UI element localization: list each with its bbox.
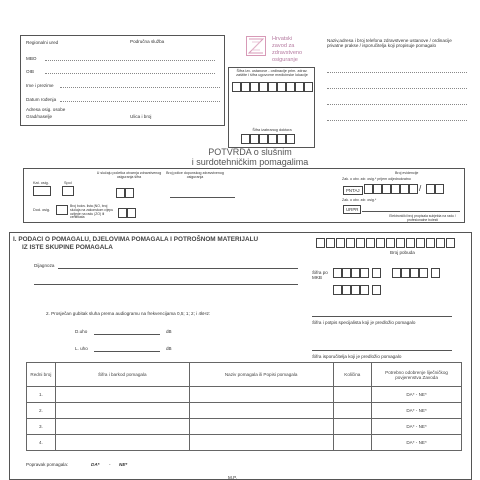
row-name[interactable] xyxy=(189,419,333,435)
provider-label: Naziv,adresa i broj telefona zdravstvene ustanove / ordinacije privatne prakse / isporučitelja koji propisuje pomagalo xyxy=(327,38,452,48)
col-header-qty: Količina xyxy=(333,363,372,387)
dod-osig-label: Dod. osig. xyxy=(33,208,51,212)
regional-office-label: Regionalni ured xyxy=(26,40,59,45)
issuer-signature-line[interactable] xyxy=(312,350,452,351)
pnt-label: PNTAJ xyxy=(343,186,363,195)
document-title-2: i surdotehničkim pomagalima xyxy=(191,157,309,167)
dob-label: Datum rođenja xyxy=(26,97,57,102)
kat-osig-cell[interactable] xyxy=(33,186,51,196)
mbo-label: MBO xyxy=(26,56,37,61)
provider-line-4[interactable] xyxy=(327,120,467,121)
stamp-label: M.P. xyxy=(228,475,237,480)
diagnosis-label: Dijagnoza xyxy=(34,263,55,268)
reason-cell-2[interactable] xyxy=(125,188,134,198)
residence-label: Grad/naselje xyxy=(26,114,53,119)
oib-field[interactable] xyxy=(45,73,215,74)
col-header-approval: Potrebno odobrenje liječničkog povjerenstva Zavoda xyxy=(372,363,462,387)
doctor-code-label: Šifra izabranog doktora xyxy=(252,128,292,132)
urpr-field[interactable] xyxy=(362,211,460,212)
zak-label-2: Zak. o obv. zdr. osig.* xyxy=(342,198,377,202)
address-label: Adresa osig. osobe xyxy=(26,107,66,112)
right-ear-label: D.uho xyxy=(75,329,88,334)
year-cell-1[interactable] xyxy=(426,184,435,194)
provider-line-1[interactable] xyxy=(327,72,467,73)
row-qty[interactable] xyxy=(333,387,372,403)
row-num: 2. xyxy=(27,403,56,419)
section-one-heading-2: IZ ISTE SKUPINE POMAGALA xyxy=(22,244,113,251)
patient-info-box xyxy=(20,35,225,126)
provider-line-3[interactable] xyxy=(327,104,467,105)
insurance-no-field[interactable] xyxy=(170,197,235,198)
row-code[interactable] xyxy=(55,435,189,451)
table-row xyxy=(27,403,462,419)
signature-label: Elektronički broj propisala subjekta na radu / profesionalne bolesti xyxy=(389,214,456,222)
dod-osig-cell[interactable] xyxy=(56,205,68,215)
table-row xyxy=(27,435,462,451)
slash-separator: / xyxy=(419,184,422,193)
left-ear-field[interactable] xyxy=(94,351,160,352)
row-code[interactable] xyxy=(55,403,189,419)
reason-label: U slučaju početka otvarnja zdravstvenog osiguranja šifra xyxy=(96,171,162,179)
reason-cell-1[interactable] xyxy=(116,188,125,198)
row-name[interactable] xyxy=(189,387,333,403)
repair-yes[interactable]: DA* xyxy=(91,462,100,467)
row-approval[interactable]: DA* - NE* xyxy=(372,403,462,419)
institute-name-2: zavod za xyxy=(272,43,295,49)
provider-line-2[interactable] xyxy=(327,88,467,89)
spec-signature-label: Šifra i potpis specijalista koji je predložio pomagalo xyxy=(312,320,416,325)
col-header-code: Šifra i barkod pomagala xyxy=(55,363,189,387)
ozljeda-label: Broj bolov. lista (NO, broj slučaja na zakonskom cijepu ozljede na radu (ZO) ili certifikata xyxy=(70,204,114,220)
mkb-label: Šifra po MKB xyxy=(312,270,328,280)
oib-label: OIB xyxy=(26,69,34,74)
name-field[interactable] xyxy=(60,87,220,88)
institute-name-1: Hrvatski xyxy=(272,36,293,42)
row-code[interactable] xyxy=(55,419,189,435)
col-header-name: Naziv pomagala ili Popisi pomagala xyxy=(189,363,333,387)
repair-label: Popravak pomagala: xyxy=(26,462,69,467)
ozljeda-cell-1[interactable] xyxy=(118,208,127,218)
row-qty[interactable] xyxy=(333,435,372,451)
mbo-field[interactable] xyxy=(45,60,215,61)
repair-no[interactable]: NE* xyxy=(119,462,128,467)
spec-signature-line[interactable] xyxy=(312,316,452,317)
zak-label: Zak. o obv. zdr. osig.* prijem odjednokratno xyxy=(342,177,411,181)
insurance-no-label: Broj police dopunskog zdravstvenog osiguranja xyxy=(166,171,224,179)
hzzo-logo-icon xyxy=(246,36,266,56)
urpr-label: URPR xyxy=(343,205,361,214)
spol-label: Spol xyxy=(64,181,72,185)
name-label: Ime i prezime xyxy=(26,83,54,88)
dob-field[interactable] xyxy=(60,101,220,102)
row-code[interactable] xyxy=(55,387,189,403)
spol-cell[interactable] xyxy=(62,186,74,196)
row-approval[interactable]: DA* - NE* xyxy=(372,435,462,451)
document-title-1: POTVRDA o slušnim xyxy=(208,147,292,157)
row-qty[interactable] xyxy=(333,419,372,435)
items-table xyxy=(26,362,462,451)
diagnosis-field-1[interactable] xyxy=(58,268,298,269)
row-approval[interactable]: DA* - NE* xyxy=(372,419,462,435)
col-header-num: Redni broj xyxy=(27,363,56,387)
repair-dash: - xyxy=(109,462,111,467)
institute-name-3: zdravstveno xyxy=(272,50,303,56)
row-approval[interactable]: DA* - NE* xyxy=(372,387,462,403)
street-label: Ulica i broj xyxy=(130,114,152,119)
year-cell-2[interactable] xyxy=(435,184,444,194)
diagnosis-field-2[interactable] xyxy=(34,284,298,285)
row-name[interactable] xyxy=(189,435,333,451)
branch-label: Područna služba xyxy=(130,39,165,44)
left-ear-db: dB xyxy=(166,346,172,351)
table-row xyxy=(27,419,462,435)
hearing-loss-label: 2. Prosječan gubitak sluha prema audiogramu na frekvencijama 0,5; 1; 2; i 4kHz: xyxy=(46,311,211,316)
left-ear-label: L. uho xyxy=(75,346,88,351)
right-ear-db: dB xyxy=(166,329,172,334)
row-name[interactable] xyxy=(189,403,333,419)
ozljeda-cell-2[interactable] xyxy=(127,208,136,218)
issuer-signature-label: Šifra isporučitelja koji je predložio pomagalo xyxy=(312,354,402,359)
row-num: 1. xyxy=(27,387,56,403)
broj-pobuda-label: Broj pobuda xyxy=(390,250,415,255)
row-qty[interactable] xyxy=(333,403,372,419)
provider-code-label: Šifra izv. ustanove - ordinacije prim. zdrav. zaštite i šifra ugovorne medicinske lokacije xyxy=(236,69,308,78)
right-ear-field[interactable] xyxy=(94,334,160,335)
section-one-heading-1: I. PODACI O POMAGALU, DJELOVIMA POMAGALA I POTROŠNOM MATERIJALU xyxy=(13,236,259,243)
evid-no-label: Broj evidencije xyxy=(395,171,419,175)
row-num: 4. xyxy=(27,435,56,451)
table-row xyxy=(27,387,462,403)
institute-name-4: osiguranje xyxy=(272,57,298,63)
kat-osig-label: Kat. osig. xyxy=(33,181,49,185)
row-num: 3. xyxy=(27,419,56,435)
